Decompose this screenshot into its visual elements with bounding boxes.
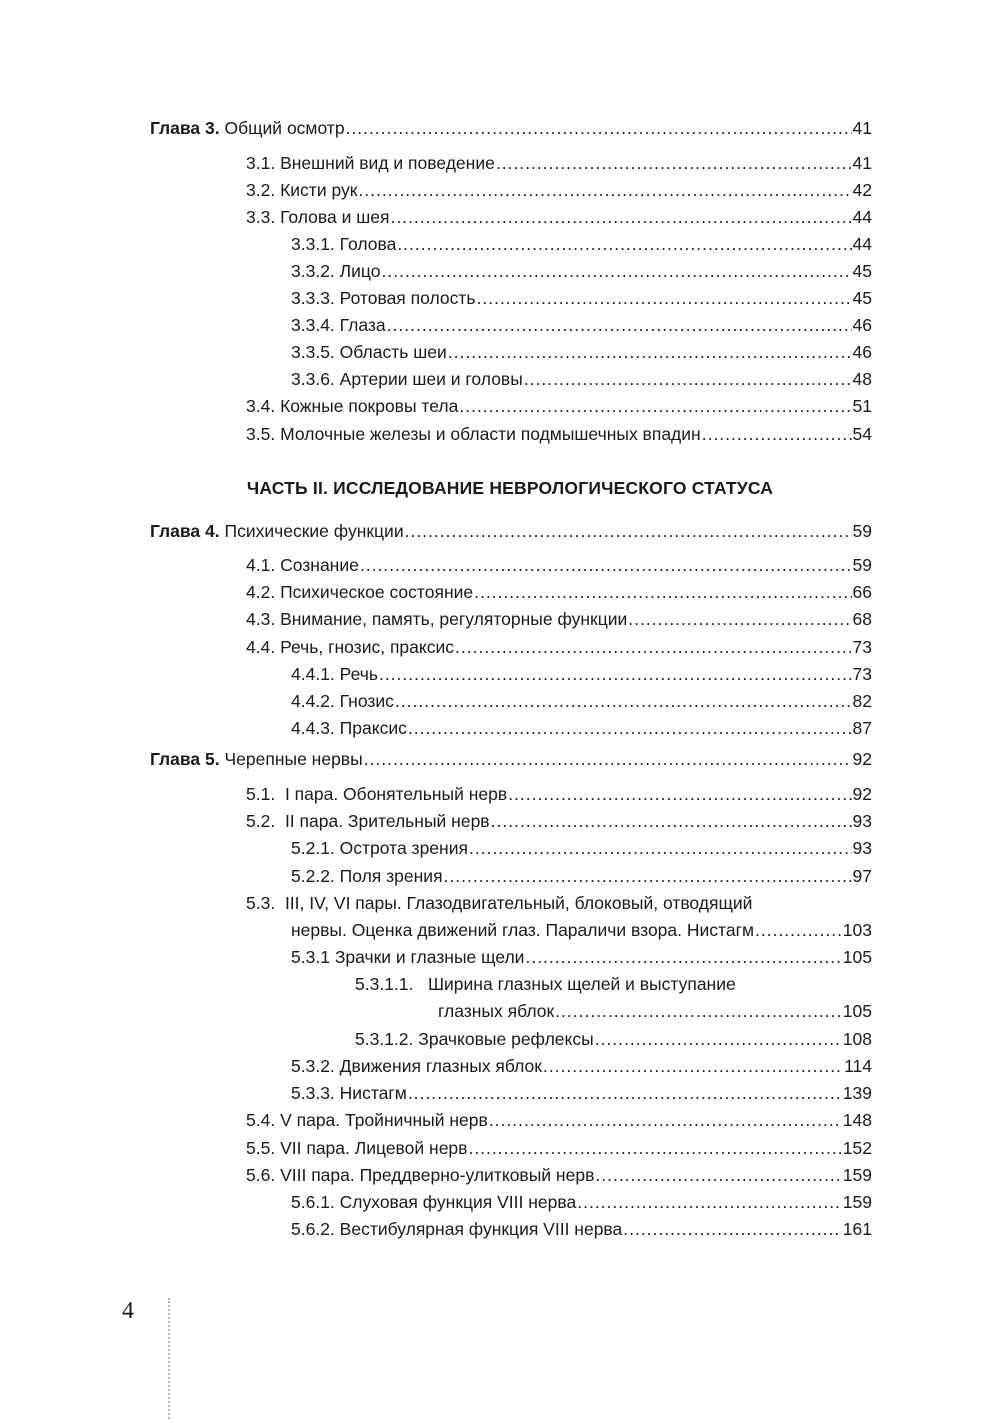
section-title: Голова и шея (280, 207, 390, 227)
section-title: Голова (339, 234, 397, 254)
section-number: 5.1. (246, 784, 276, 804)
page-ref: 103 (842, 920, 872, 940)
section-title: VIII пара. Преддверно-улитковый нерв (280, 1165, 595, 1185)
page-ref: 59 (852, 521, 872, 541)
section-title: Лицо (339, 261, 381, 281)
toc-entry-4-2[interactable] (246, 581, 872, 603)
section-title: VII пара. Лицевой нерв (280, 1138, 468, 1158)
section-number: 5.6.2. (291, 1219, 335, 1239)
toc-entry-3-1[interactable] (246, 152, 872, 174)
section-number: 3.2. (246, 180, 276, 200)
section-title: Внешний вид и поведение (280, 153, 495, 173)
toc-entry-5-3-2[interactable] (291, 1055, 872, 1077)
section-title-line1: III, IV, VI пары. Глазодвигательный, блоковый, отводящий (284, 893, 753, 913)
dot-leader (387, 314, 852, 336)
section-number: 3.3.3. (291, 288, 335, 308)
page-ref: 41 (852, 153, 872, 173)
section-title: Слуховая функция VIII нерва (339, 1192, 577, 1212)
toc-entry-3-3-5[interactable] (291, 341, 872, 363)
toc-entry-chapter-5[interactable] (150, 748, 872, 770)
dot-leader (455, 636, 852, 658)
page-ref: 108 (842, 1029, 872, 1049)
toc-entry-3-3-3[interactable] (291, 287, 872, 309)
section-number: 4.3. (246, 609, 276, 629)
section-title: Психическое состояние (280, 582, 474, 602)
dot-leader (346, 117, 852, 139)
section-title: Кожные покровы тела (280, 396, 459, 416)
section-number: 5.6. (246, 1165, 276, 1185)
toc-entry-5-6[interactable] (246, 1164, 872, 1186)
dot-leader (397, 233, 851, 255)
page-ref: 148 (842, 1110, 872, 1130)
toc-entry-4-4-2[interactable] (291, 690, 872, 712)
section-title: Ротовая полость (339, 288, 476, 308)
dot-leader (474, 581, 851, 603)
page-ref: 68 (852, 609, 872, 629)
dot-leader (360, 554, 852, 576)
section-title: Сознание (280, 555, 359, 575)
dot-leader (408, 717, 852, 739)
page-ref: 105 (842, 947, 872, 967)
toc-entry-5-5[interactable] (246, 1137, 872, 1159)
dot-leader (702, 423, 852, 445)
page-ref: 82 (852, 691, 872, 711)
toc-entry-5-4[interactable] (246, 1109, 872, 1131)
section-title: Гнозис (339, 691, 394, 711)
section-title: Молочные железы и области подмышечных впадин (280, 424, 701, 444)
page-ref: 139 (842, 1083, 872, 1103)
toc-entry-5-1[interactable] (246, 783, 872, 805)
section-number: 5.3.1.1. (355, 974, 414, 994)
dot-leader (508, 783, 851, 805)
section-number: 5.6.1. (291, 1192, 335, 1212)
dot-leader (623, 1218, 842, 1240)
dot-leader (491, 810, 852, 832)
dot-leader (395, 690, 852, 712)
page-ref: 51 (852, 396, 872, 416)
page-ref: 66 (852, 582, 872, 602)
section-number: 3.3.4. (291, 315, 335, 335)
toc-entry-4-4[interactable] (246, 636, 872, 658)
section-title: Глаза (339, 315, 386, 335)
dot-leader (364, 748, 852, 770)
dot-leader (595, 1028, 842, 1050)
section-number: 4.1. (246, 555, 276, 575)
section-title: Поля зрения (339, 866, 443, 886)
page-ref: 42 (852, 180, 872, 200)
page-ref: 161 (842, 1219, 872, 1239)
toc-entry-chapter-3[interactable] (150, 117, 872, 139)
section-number: 5.4. (246, 1110, 276, 1130)
toc-entry-chapter-4[interactable] (150, 520, 872, 542)
toc-entry-4-1[interactable] (246, 554, 872, 576)
section-title-line1: Ширина глазных щелей и выступание (427, 974, 736, 994)
section-title-line2: глазных яблок (438, 1001, 555, 1021)
dot-leader (382, 260, 852, 282)
section-number: 3.3. (246, 207, 276, 227)
chapter-title: Психические функции (224, 521, 404, 541)
page-ref: 159 (842, 1192, 872, 1212)
page-ref: 93 (852, 838, 872, 858)
section-number: 3.3.2. (291, 261, 335, 281)
section-title: V пара. Тройничный нерв (280, 1110, 488, 1130)
dot-leader (358, 179, 851, 201)
page-ref: 92 (852, 749, 872, 769)
toc-entry-5-2-1[interactable] (291, 837, 872, 859)
dot-leader (448, 341, 852, 363)
section-title: Область шеи (339, 342, 447, 362)
dot-leader (524, 368, 852, 390)
toc-entry-3-4[interactable] (246, 395, 872, 417)
page-ref: 152 (842, 1138, 872, 1158)
section-number: 5.5. (246, 1138, 276, 1158)
section-number: 5.2.2. (291, 866, 335, 886)
section-title: Движения глазных яблок (339, 1056, 542, 1076)
section-title: Зрачковые рефлексы (418, 1029, 594, 1049)
page-ref: 45 (852, 288, 872, 308)
margin-dotted-line (168, 1298, 170, 1419)
section-number: 4.4. (246, 637, 276, 657)
page-ref: 54 (852, 424, 872, 444)
toc-entry-4-3[interactable] (246, 608, 872, 630)
chapter-title: Общий осмотр (224, 118, 345, 138)
dot-leader (408, 1082, 842, 1104)
page-ref: 73 (852, 664, 872, 684)
toc-entry-5-2[interactable] (246, 810, 872, 832)
section-title: Зрачки и глазные щели (334, 947, 525, 967)
page-ref: 159 (842, 1165, 872, 1185)
dot-leader (577, 1191, 842, 1213)
dot-leader (525, 946, 841, 968)
page-ref: 87 (852, 718, 872, 738)
dot-leader (477, 287, 852, 309)
chapter-label: Глава 3. (150, 118, 220, 138)
toc-entry-3-5[interactable] (246, 423, 872, 445)
section-title: Артерии шеи и головы (339, 369, 523, 389)
dot-leader (444, 865, 852, 887)
page-ref: 97 (852, 866, 872, 886)
section-number: 3.3.5. (291, 342, 335, 362)
dot-leader (379, 663, 852, 685)
section-number: 5.3.1.2. (355, 1029, 414, 1049)
toc-entry-5-3[interactable] (246, 892, 872, 941)
section-title: Речь (339, 664, 378, 684)
section-title: Кисти рук (280, 180, 358, 200)
page-ref: 45 (852, 261, 872, 281)
section-title: Острота зрения (339, 838, 468, 858)
toc-entry-3-3[interactable] (246, 206, 872, 228)
section-number: 3.3.6. (291, 369, 335, 389)
page-ref: 114 (844, 1056, 872, 1076)
toc-entry-5-3-3[interactable] (291, 1082, 872, 1104)
dot-leader (595, 1164, 841, 1186)
section-number: 4.4.1. (291, 664, 335, 684)
toc-entry-3-3-2[interactable] (291, 260, 872, 282)
part-heading: ЧАСТЬ II. ИССЛЕДОВАНИЕ НЕВРОЛОГИЧЕСКОГО СТАТУСА (246, 478, 774, 498)
page-ref: 46 (852, 342, 872, 362)
section-number: 4.2. (246, 582, 276, 602)
section-number: 5.3. (246, 893, 276, 913)
section-number: 3.4. (246, 396, 276, 416)
toc-entry-5-3-1-1[interactable] (355, 973, 872, 1022)
page-ref: 105 (842, 1001, 872, 1021)
chapter-label: Глава 4. (150, 521, 220, 541)
section-number: 4.4.2. (291, 691, 335, 711)
page-ref: 59 (852, 555, 872, 575)
dot-leader (628, 608, 851, 630)
section-title: Праксис (339, 718, 407, 738)
section-number: 5.2.1. (291, 838, 335, 858)
toc-entry-3-3-1[interactable] (291, 233, 872, 255)
toc-entry-5-6-1[interactable] (291, 1191, 872, 1213)
dot-leader (496, 152, 852, 174)
section-title: Вестибулярная функция VIII нерва (339, 1219, 623, 1239)
toc-entry-4-4-1[interactable] (291, 663, 872, 685)
section-title: Внимание, память, регуляторные функции (280, 609, 628, 629)
page-ref: 48 (852, 369, 872, 389)
toc-entry-3-2[interactable] (246, 179, 872, 201)
toc-entry-5-3-1[interactable] (291, 946, 872, 968)
toc-entry-5-6-2[interactable] (291, 1218, 872, 1240)
section-title: I пара. Обонятельный нерв (284, 784, 508, 804)
page-ref: 46 (852, 315, 872, 335)
toc-entry-3-3-6[interactable] (291, 368, 872, 390)
page-ref: 44 (852, 207, 872, 227)
page-number: 4 (122, 1298, 134, 1324)
chapter-label: Глава 5. (150, 749, 220, 769)
toc-entry-3-3-4[interactable] (291, 314, 872, 336)
section-number: 5.2. (246, 811, 276, 831)
toc-entry-5-3-1-2[interactable] (355, 1028, 872, 1050)
section-title-line2: нервы. Оценка движений глаз. Параличи взора. Нистагм (291, 920, 754, 940)
section-number: 3.3.1. (291, 234, 335, 254)
section-number: 5.3.3. (291, 1083, 335, 1103)
section-number: 5.3.1 (291, 947, 330, 967)
section-title: Нистагм (339, 1083, 407, 1103)
toc-entry-4-4-3[interactable] (291, 717, 872, 739)
page-ref: 92 (852, 784, 872, 804)
page-ref: 93 (852, 811, 872, 831)
page-ref: 41 (852, 118, 872, 138)
section-number: 3.1. (246, 153, 276, 173)
toc-entry-5-2-2[interactable] (291, 865, 872, 887)
section-title: II пара. Зрительный нерв (284, 811, 490, 831)
page-ref: 44 (852, 234, 872, 254)
chapter-title: Черепные нервы (224, 749, 363, 769)
dot-leader (543, 1055, 843, 1077)
dot-leader (489, 1109, 842, 1131)
section-title: Речь, гнозис, праксис (280, 637, 455, 657)
dot-leader (755, 919, 842, 941)
page-ref: 73 (852, 637, 872, 657)
dot-leader (405, 520, 852, 542)
section-number: 4.4.3. (291, 718, 335, 738)
section-number: 3.5. (246, 424, 276, 444)
section-number: 5.3.2. (291, 1056, 335, 1076)
dot-leader (555, 1000, 842, 1022)
dot-leader (468, 1137, 841, 1159)
dot-leader (459, 395, 851, 417)
dot-leader (390, 206, 851, 228)
dot-leader (469, 837, 852, 859)
